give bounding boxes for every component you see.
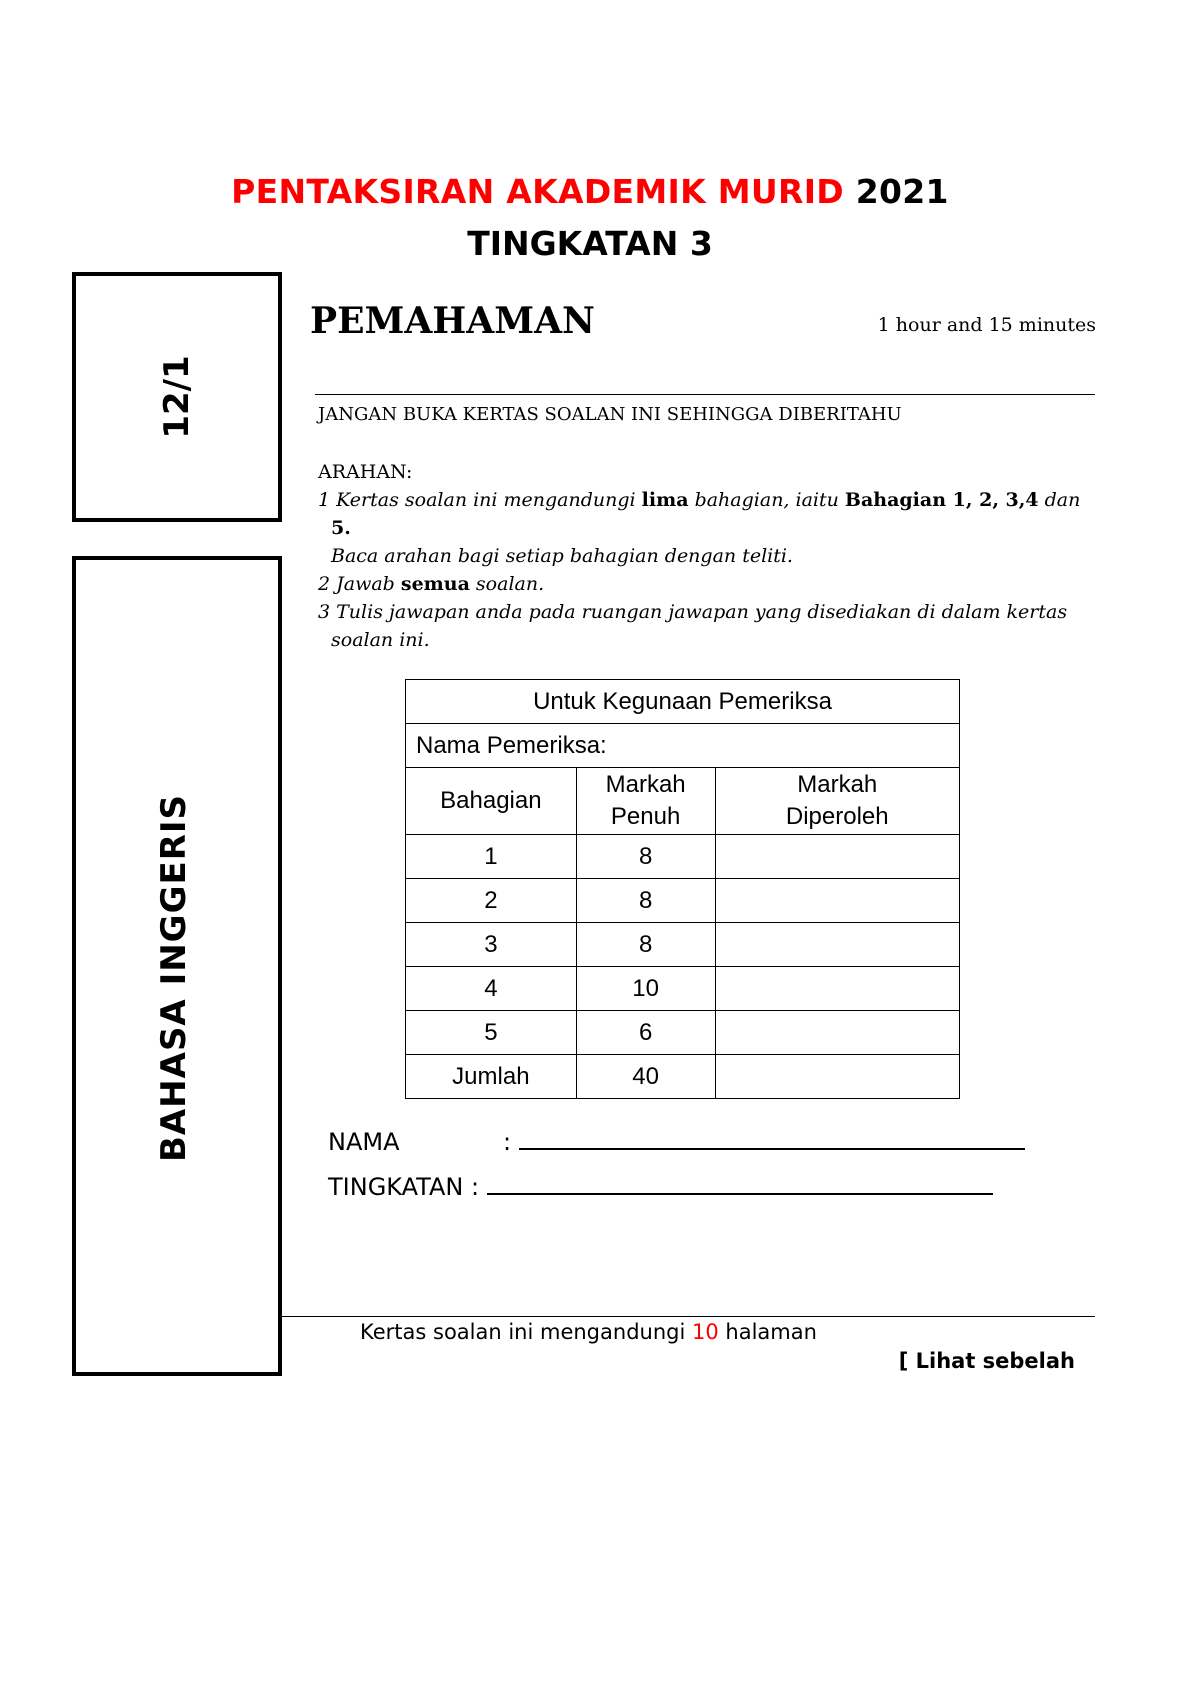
name-input-line[interactable] bbox=[519, 1128, 1025, 1150]
subject-box bbox=[72, 556, 282, 1376]
name-label: NAMA bbox=[328, 1128, 400, 1156]
instruction-2-text-b: semua bbox=[400, 573, 470, 595]
examiner-table-title: Untuk Kegunaan Pemeriksa bbox=[406, 680, 960, 724]
row-full-marks: 6 bbox=[576, 1011, 715, 1055]
instruction-2 bbox=[318, 570, 1098, 598]
row-marks-obtained bbox=[715, 923, 959, 967]
table-row bbox=[406, 835, 960, 879]
instruction-2-text-a: 2 Jawab bbox=[318, 573, 401, 595]
bottom-divider bbox=[282, 1316, 1095, 1317]
top-divider bbox=[315, 394, 1095, 395]
col-header-full-marks bbox=[576, 768, 715, 835]
row-marks-obtained bbox=[715, 1011, 959, 1055]
do-not-open-warning: JANGAN BUKA KERTAS SOALAN INI SEHINGGA DIBERITAHU bbox=[318, 404, 902, 425]
instructions-heading: ARAHAN: bbox=[318, 461, 413, 483]
examiner-name-label: Nama Pemeriksa: bbox=[406, 724, 960, 768]
instruction-3-cont: soalan ini. bbox=[331, 629, 430, 651]
col-header-full-line1: Markah bbox=[605, 771, 686, 798]
row-marks-obtained bbox=[715, 835, 959, 879]
col-header-section: Bahagian bbox=[406, 768, 577, 835]
instructions bbox=[318, 458, 1098, 654]
page-count-note bbox=[360, 1320, 817, 1344]
form-input-line[interactable] bbox=[487, 1173, 993, 1195]
table-row bbox=[406, 1011, 960, 1055]
instruction-1-text-b: lima bbox=[641, 489, 689, 511]
row-section: 5 bbox=[406, 1011, 577, 1055]
page-count-text-b: halaman bbox=[718, 1320, 817, 1344]
row-marks-obtained bbox=[715, 967, 959, 1011]
table-row bbox=[406, 923, 960, 967]
table-row-total bbox=[406, 1055, 960, 1099]
exam-level: TINGKATAN 3 bbox=[467, 224, 713, 263]
page-count-number: 10 bbox=[691, 1320, 719, 1344]
form-field bbox=[328, 1173, 993, 1201]
see-next-page: [ Lihat sebelah bbox=[898, 1349, 1075, 1373]
paper-title: PEMAHAMAN bbox=[310, 300, 595, 342]
instruction-1 bbox=[318, 486, 1098, 514]
instruction-2-text-c: soalan. bbox=[469, 573, 545, 595]
row-marks-obtained bbox=[715, 1055, 959, 1099]
row-section: 3 bbox=[406, 923, 577, 967]
instruction-1-text-c: bahagian, iaitu bbox=[688, 489, 845, 511]
row-full-marks: 8 bbox=[576, 835, 715, 879]
examiner-table bbox=[405, 679, 960, 1099]
row-full-marks: 8 bbox=[576, 879, 715, 923]
paper-code-box bbox=[72, 272, 282, 522]
col-header-got-line2: Diperoleh bbox=[785, 803, 889, 830]
row-full-marks: 40 bbox=[576, 1055, 715, 1099]
col-header-got-line1: Markah bbox=[797, 771, 878, 798]
col-header-full-line2: Penuh bbox=[610, 803, 681, 830]
row-full-marks: 10 bbox=[576, 967, 715, 1011]
exam-year: 2021 bbox=[855, 172, 949, 211]
subject-name: BAHASA INGGERIS bbox=[154, 793, 194, 1163]
instruction-1-text-e: dan bbox=[1038, 489, 1081, 511]
exam-title-name: PENTAKSIRAN AKADEMIK MURID bbox=[231, 172, 844, 211]
instruction-3: 3 Tulis jawapan anda pada ruangan jawapan yang disediakan di dalam kertas bbox=[318, 601, 1068, 623]
row-section: 4 bbox=[406, 967, 577, 1011]
instruction-1-text-a: 1 Kertas soalan ini mengandungi bbox=[318, 489, 642, 511]
instruction-1-note: Baca arahan bagi setiap bahagian dengan teliti. bbox=[331, 545, 793, 567]
col-header-marks-obtained bbox=[715, 768, 959, 835]
name-field bbox=[328, 1128, 1025, 1156]
paper-code: 12/1 bbox=[157, 355, 197, 439]
row-marks-obtained bbox=[715, 879, 959, 923]
form-label: TINGKATAN : bbox=[328, 1173, 480, 1201]
table-row bbox=[406, 967, 960, 1011]
row-section: 1 bbox=[406, 835, 577, 879]
instruction-1-text-d: Bahagian 1, 2, 3,4 bbox=[844, 489, 1039, 511]
exam-title bbox=[0, 172, 1180, 211]
table-row bbox=[406, 879, 960, 923]
paper-duration: 1 hour and 15 minutes bbox=[877, 314, 1096, 336]
row-section: 2 bbox=[406, 879, 577, 923]
page-count-text-a: Kertas soalan ini mengandungi bbox=[360, 1320, 692, 1344]
row-full-marks: 8 bbox=[576, 923, 715, 967]
row-section: Jumlah bbox=[406, 1055, 577, 1099]
instruction-1-text-f: 5. bbox=[331, 517, 351, 539]
name-colon: : bbox=[503, 1128, 512, 1156]
